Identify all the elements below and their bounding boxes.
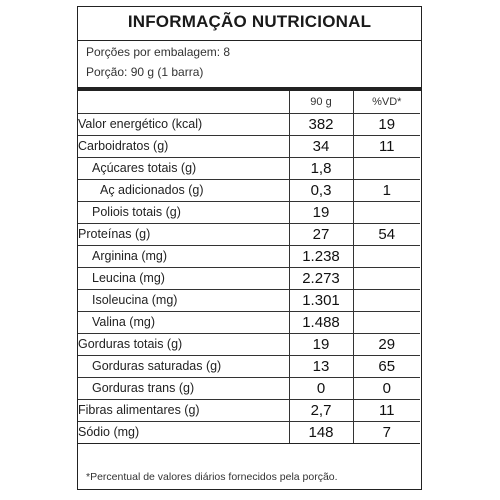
nutrient-name: Arginina (mg) <box>78 245 289 267</box>
nutrient-name: Valina (mg) <box>78 311 289 333</box>
nutrient-amount: 1.301 <box>289 289 353 311</box>
nutrient-dv <box>353 157 420 179</box>
nutrient-dv: 29 <box>353 333 420 355</box>
nutrient-amount: 1,8 <box>289 157 353 179</box>
nutrient-dv: 11 <box>353 399 420 421</box>
header-daily-value: %VD* <box>353 91 420 113</box>
nutrient-amount: 2,7 <box>289 399 353 421</box>
title-divider <box>78 40 421 41</box>
nutrient-amount: 2.273 <box>289 267 353 289</box>
nutrient-dv: 0 <box>353 377 420 399</box>
nutrient-amount: 13 <box>289 355 353 377</box>
nutrient-name: Poliois totais (g) <box>78 201 289 223</box>
nutrient-name: Isoleucina (mg) <box>78 289 289 311</box>
nutrient-amount: 0,3 <box>289 179 353 201</box>
nutrient-name: Proteínas (g) <box>78 223 289 245</box>
header-nutrient <box>78 91 289 113</box>
nutrient-dv: 54 <box>353 223 420 245</box>
nutrient-amount: 34 <box>289 135 353 157</box>
nutrient-amount: 382 <box>289 113 353 135</box>
nutrient-name: Sódio (mg) <box>78 421 289 443</box>
table-row <box>78 311 420 333</box>
servings-per-package: Porções por embalagem: 8 <box>86 45 231 59</box>
table-row <box>78 201 420 223</box>
nutrient-dv <box>353 245 420 267</box>
table-row <box>78 333 420 355</box>
nutrient-dv <box>353 201 420 223</box>
table-row <box>78 157 420 179</box>
table-row <box>78 421 420 443</box>
nutrient-name: Gorduras totais (g) <box>78 333 289 355</box>
table-row <box>78 245 420 267</box>
nutrient-amount: 0 <box>289 377 353 399</box>
nutrient-amount: 19 <box>289 201 353 223</box>
nutrient-amount: 27 <box>289 223 353 245</box>
table-row <box>78 179 420 201</box>
nutrient-name: Gorduras saturadas (g) <box>78 355 289 377</box>
nutrient-amount: 1.488 <box>289 311 353 333</box>
nutrient-amount: 148 <box>289 421 353 443</box>
table-row <box>78 223 420 245</box>
nutrient-dv <box>353 311 420 333</box>
table-row <box>78 377 420 399</box>
nutrient-name: Carboidratos (g) <box>78 135 289 157</box>
nutrient-amount: 1.238 <box>289 245 353 267</box>
nutrient-dv: 7 <box>353 421 420 443</box>
nutrient-dv: 19 <box>353 113 420 135</box>
nutrient-dv: 65 <box>353 355 420 377</box>
nutrient-name: Leucina (mg) <box>78 267 289 289</box>
table-row <box>78 289 420 311</box>
nutrient-dv <box>353 289 420 311</box>
nutrient-name: Gorduras trans (g) <box>78 377 289 399</box>
nutrient-name: Açúcares totais (g) <box>78 157 289 179</box>
nutrient-name: Valor energético (kcal) <box>78 113 289 135</box>
table-row <box>78 135 420 157</box>
nutrient-name: Aç adicionados (g) <box>78 179 289 201</box>
nutrition-facts-label <box>77 6 422 490</box>
nutrition-table <box>78 91 420 444</box>
table-header-row <box>78 91 420 113</box>
table-row <box>78 399 420 421</box>
table-row <box>78 355 420 377</box>
serving-size: Porção: 90 g (1 barra) <box>86 65 204 79</box>
nutrient-name: Fibras alimentares (g) <box>78 399 289 421</box>
footnote: *Percentual de valores diários fornecidos pela porção. <box>86 471 338 483</box>
table-row <box>78 113 420 135</box>
table-row <box>78 267 420 289</box>
nutrient-dv <box>353 267 420 289</box>
header-amount: 90 g <box>289 91 353 113</box>
nutrient-amount: 19 <box>289 333 353 355</box>
nutrient-dv: 11 <box>353 135 420 157</box>
label-title: INFORMAÇÃO NUTRICIONAL <box>127 12 372 31</box>
nutrient-dv: 1 <box>353 179 420 201</box>
